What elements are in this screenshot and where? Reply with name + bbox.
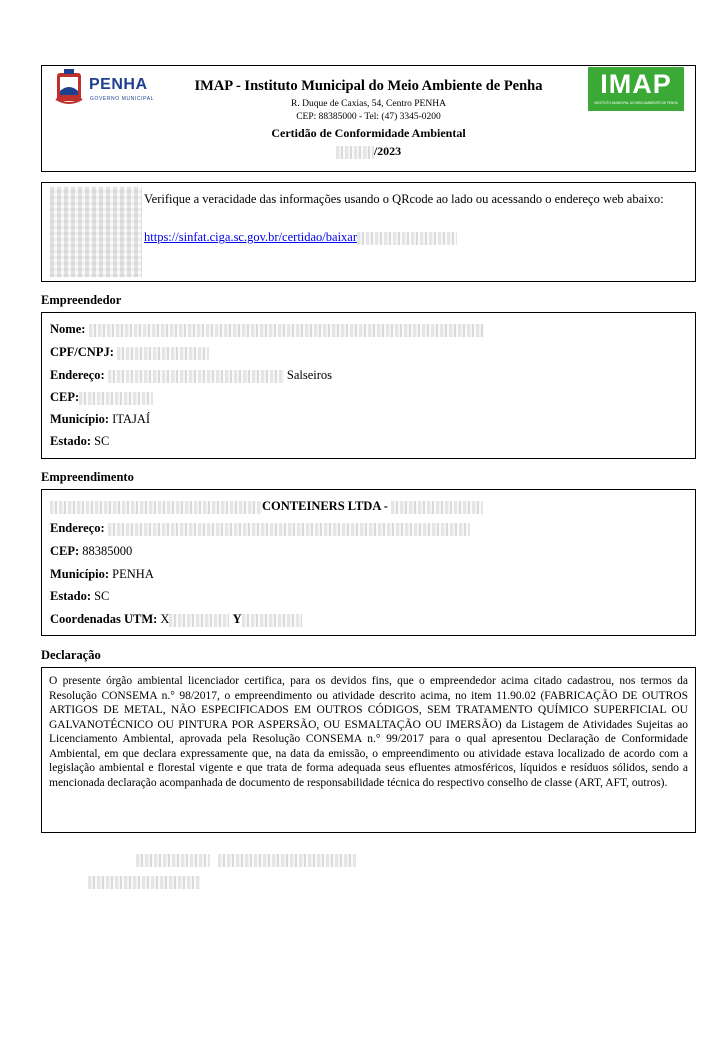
redacted-endereco [108, 523, 470, 536]
institute-title: IMAP - Instituto Municipal do Meio Ambiente de Penha [194, 78, 543, 94]
redacted-url-code [357, 232, 457, 245]
cep-label: CEP: [50, 544, 80, 558]
redacted-endereco [108, 370, 284, 383]
empreendedor-endereco-row [50, 368, 332, 383]
cep-value: 88385000 [82, 544, 133, 558]
penha-logo-subtitle: GOVERNO MUNICIPAL [90, 96, 155, 102]
empreendimento-utm-row [50, 612, 302, 627]
institute-contact: CEP: 88385000 - Tel: (47) 3345-0200 [296, 112, 441, 122]
redacted-signature-line-1b [218, 854, 356, 867]
imap-logo-subtitle: INSTITUTO MUNICIPAL DO MEIO AMBIENTE DE PENHA [594, 101, 678, 105]
verify-text: Verifique a veracidade das informações usando o QRcode ao lado ou acessando o endereço web abaixo: [144, 192, 664, 206]
redacted-utm-x [169, 614, 229, 627]
utm-y-label: Y [232, 612, 242, 626]
redacted-signature-line-2 [88, 876, 200, 889]
estado-label: Estado: [50, 434, 91, 448]
redacted-cnpj [391, 501, 483, 514]
institute-address: R. Duque de Caxias, 54, Centro PENHA [291, 99, 446, 109]
empreendimento-cep-row [50, 544, 132, 559]
imap-logo-name: IMAP [600, 69, 672, 99]
redacted-cpf [117, 347, 209, 360]
municipio-value: PENHA [112, 567, 154, 581]
empreendedor-box [41, 312, 696, 459]
empreendedor-municipio-row [50, 412, 150, 427]
redacted-signature-line-1a [136, 854, 210, 867]
declaracao-text: O presente órgão ambiental licenciador certifica, para os devidos fins, que o empreendedor acima citado cadastrou, nos termos da Resolução CONSEMA n.° 98/2017, o empreendimento ou atividade descrito acima, no item 11.90.02 (FABRICAÇÃO DE OUTROS ARTIGOS DE METAL, NÃO ESPECIFICADOS EM OUTROS CÓDIGOS, SEM TRATAMENTO QUÍMICO SUPERFICIAL OU GALVANOTÉCNICO OU PINTURA POR ASPERSÃO, OU ESMALTAÇÃO OU IMERSÃO) da Listagem de Atividades Sujeitas ao Licenciamento Ambiental, aprovada pela Resolução CONSEMA n.° 99/2017 para o qual apresentou Declaração de Conformidade Ambiental, em que declara expressamente que, na data da emissão, o empreendimento ou atividade estava localizado de acordo com a legislação ambiental e florestal vigente e que trata de forma adequada seus efluentes atmosféricos, líquidos e resíduos sólidos, sendo a mencionada declaração acompanhada de documento de responsabilidade técnica do respectivo conselho de classe (ART, AFT, outros). [49, 675, 688, 789]
endereco-bairro: Salseiros [286, 368, 333, 382]
empreendedor-nome-row [50, 322, 484, 337]
municipio-value: ITAJAÍ [112, 412, 151, 426]
empreendimento-endereco-row [50, 521, 470, 536]
redacted-number [336, 146, 374, 159]
endereco-label: Endereço: [50, 521, 105, 535]
estado-value: SC [94, 589, 110, 603]
municipio-label: Município: [50, 567, 110, 581]
certificate-title: Certidão de Conformidade Ambiental [271, 126, 466, 140]
estado-label: Estado: [50, 589, 91, 603]
empreendimento-estado-row [50, 589, 109, 604]
imap-logo [588, 67, 684, 111]
header-box [41, 65, 696, 172]
utm-label: Coordenadas UTM: [50, 612, 158, 626]
estado-value: SC [94, 434, 110, 448]
utm-x-label: X [160, 612, 170, 626]
empreendedor-estado-row [50, 434, 109, 449]
cpf-label: CPF/CNPJ: [50, 345, 114, 359]
verify-link-row [144, 230, 457, 245]
verify-box [41, 182, 696, 282]
penha-logo-name: PENHA [89, 76, 148, 93]
certificate-year: /2023 [373, 144, 402, 158]
section-declaracao-title: Declaração [41, 648, 101, 662]
cep-label: CEP: [50, 390, 80, 404]
empreendimento-municipio-row [50, 567, 154, 582]
empreendedor-cpf-row [50, 345, 209, 360]
nome-label: Nome: [50, 322, 86, 336]
section-empreendimento-title: Empreendimento [41, 470, 134, 484]
section-empreendedor-title: Empreendedor [41, 293, 122, 307]
verify-url-link[interactable]: https://sinfat.ciga.sc.gov.br/certidao/baixar [144, 230, 358, 244]
razao-social-visible: CONTEINERS LTDA - [262, 499, 388, 513]
empreendimento-box [41, 489, 696, 636]
redacted-cep [79, 392, 153, 405]
endereco-label: Endereço: [50, 368, 105, 382]
redacted-nome [89, 324, 484, 337]
certificate-number [42, 144, 695, 159]
declaracao-box [41, 667, 696, 833]
municipio-label: Município: [50, 412, 110, 426]
redacted-razao-social [50, 501, 262, 514]
empreendedor-cep-row [50, 390, 153, 405]
redacted-utm-y [242, 614, 302, 627]
empreendimento-nome-row [50, 499, 483, 514]
qr-code [50, 187, 142, 277]
signature-area [88, 852, 358, 897]
